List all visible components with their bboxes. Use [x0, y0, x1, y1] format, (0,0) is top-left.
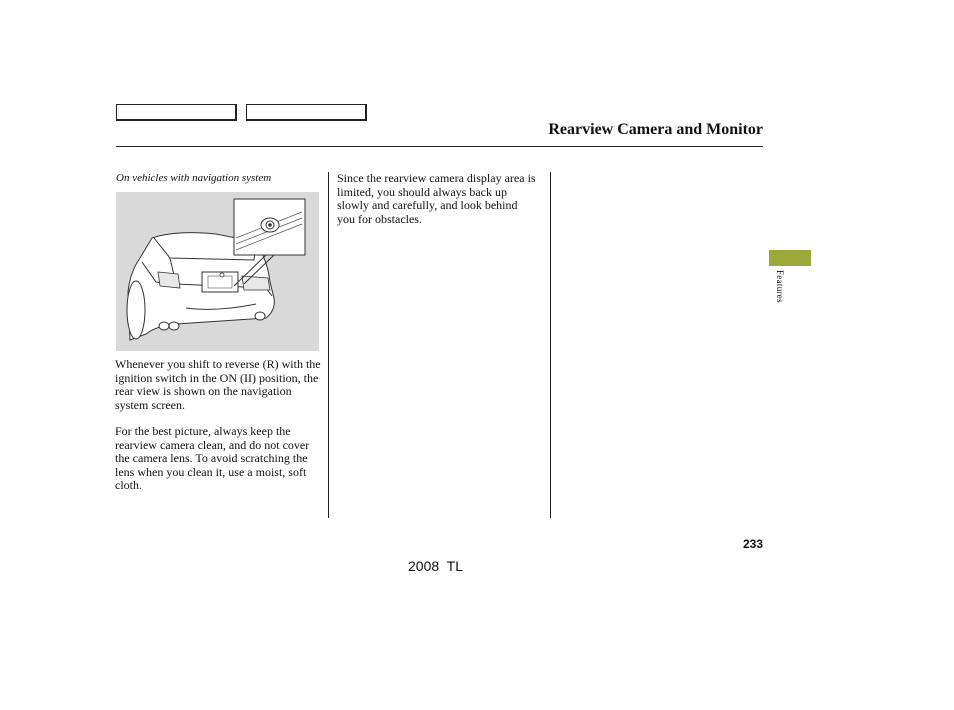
nav-box-previous[interactable]: [116, 104, 237, 121]
rearview-camera-illustration: [116, 192, 319, 351]
nav-box-next[interactable]: [246, 104, 367, 121]
page-number: 233: [742, 537, 763, 551]
column-divider-2: [550, 172, 551, 518]
model-footer: 2008 TL: [408, 558, 464, 574]
paragraph-camera-care: For the best picture, always keep the rearview camera clean, and do not cover the camera lens. To avoid scratching the lens when you clean it, use a moist, soft cloth.: [115, 424, 310, 492]
section-tab-label: Features: [775, 270, 785, 303]
paragraph-display-area: Since the rearview camera display area is limited, you should always back up slowly and carefully, and look behind you for obstacles.: [337, 171, 536, 226]
section-tab[interactable]: [769, 250, 811, 266]
car-rear-drawing: [116, 192, 319, 351]
page-title: Rearview Camera and Monitor: [548, 121, 763, 138]
column-divider-1: [328, 172, 329, 518]
figure-caption: On vehicles with navigation system: [116, 172, 272, 184]
header-rule: [116, 146, 763, 147]
paragraph-reverse-view: Whenever you shift to reverse (R) with the ignition switch in the ON (II) position, the rear view is shown on the navigation system screen.: [115, 357, 321, 412]
